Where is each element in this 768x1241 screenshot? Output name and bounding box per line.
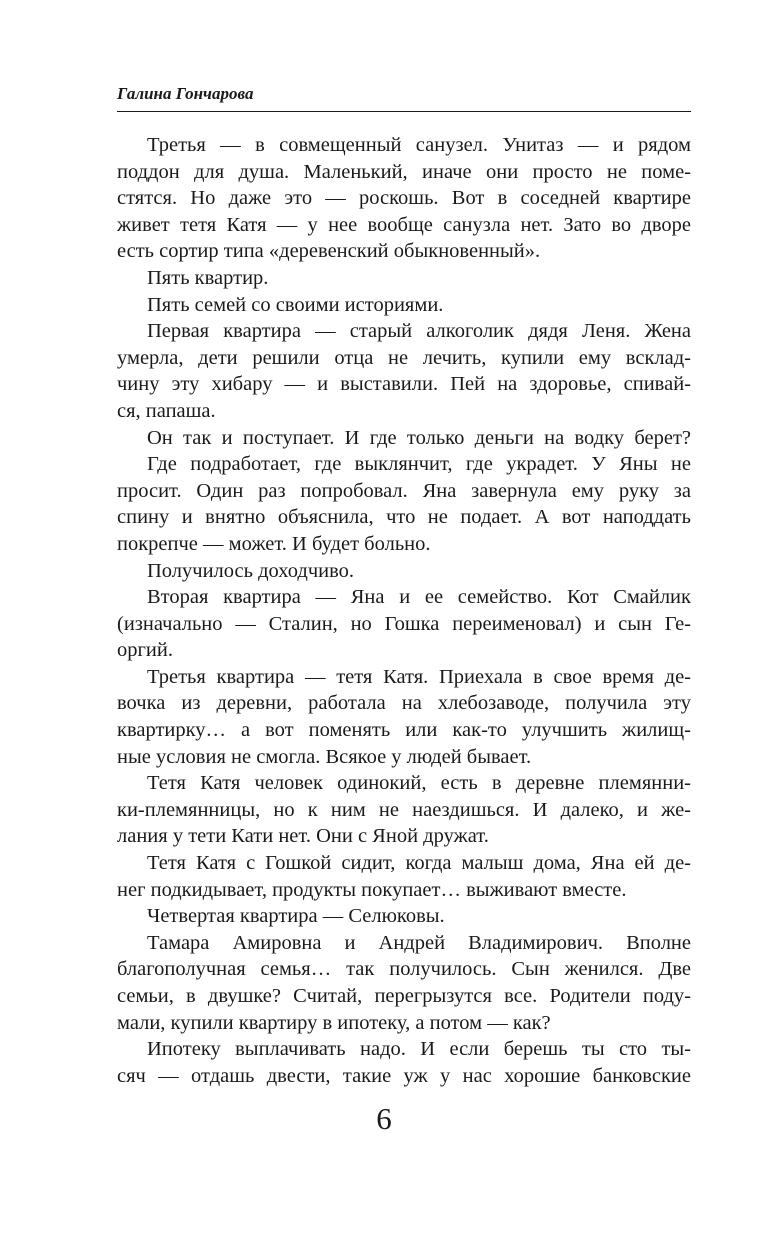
text-line: Получилось доходчиво. — [147, 559, 355, 582]
text-line: семьи, в двушке? Считай, перегрызутся все. Родители поду- — [117, 985, 691, 1007]
text-line: Первая квартира — старый алкоголик дядя Леня. Жена — [147, 320, 691, 343]
text-line: (изначально — Сталин, но Гошка переименовал) и сын Ге- — [117, 612, 691, 635]
text-line: ся, папаша. — [117, 399, 216, 422]
text-line: Тетя Катя человек одинокий, есть в деревне племянни- — [147, 772, 691, 795]
text-line: Где подработает, где выклянчит, где украдет. У Яны не — [147, 453, 691, 476]
text-line: Четвертая квартира — Селюковы. — [147, 905, 445, 928]
text-line: сяч — отдашь двести, такие уж у нас хорошие банковские — [117, 1064, 691, 1087]
text-line: мали, купили квартиру в ипотеку, а потом — как? — [117, 1011, 551, 1034]
text-line: есть сортир типа «деревенский обыкновенный». — [117, 240, 541, 263]
text-line: ки-племянницы, но к ним не наездишься. И далеко, и же- — [117, 798, 691, 821]
text-line: ные условия не смогла. Всякое у людей бывает. — [117, 745, 532, 768]
text-line: Тетя Катя с Гошкой сидит, когда малыш дома, Яна ей де- — [147, 852, 691, 875]
text-line: Ипотеку выплачивать надо. И если берешь ты сто ты- — [147, 1038, 691, 1061]
text-line: просит. Один раз попробовал. Яна завернула ему руку за — [117, 479, 691, 502]
text-line: спину и внятно объяснила, что не подает. А вот наподдать — [117, 506, 691, 529]
text-line: Третья — в совмещенный санузел. Унитаз — и рядом — [147, 134, 691, 156]
text-line: Он так и поступает. И где только деньги на водку берет? — [147, 426, 691, 449]
text-line: вочка из деревни, работала на хлебозаводе, получила эту — [117, 692, 691, 715]
text-line: стятся. Но даже это — роскошь. Вот в соседней квартире — [117, 187, 691, 210]
text-line: Пять семей со своими историями. — [147, 293, 444, 316]
running-head-author: Галина Гончарова — [117, 84, 254, 103]
text-line: живет тетя Катя — у нее вообще санузла нет. Зато во дворе — [117, 213, 691, 236]
text-line: Тамара Амировна и Андрей Владимирович. Вполне — [147, 931, 691, 954]
text-line: Третья квартира — тетя Катя. Приехала в свое время де- — [147, 665, 691, 688]
body-text — [117, 132, 691, 1089]
text-line: квартирку… а вот поменять или как-то улучшить жилищ- — [117, 719, 691, 742]
text-line: лания у тети Кати нет. Они с Яной дружат. — [117, 825, 489, 848]
text-line: оргий. — [117, 639, 173, 662]
text-line: поддон для душа. Маленький, иначе они просто не поме- — [117, 160, 691, 183]
header-divider — [117, 111, 691, 112]
text-line: нег подкидывает, продукты покупает… выживают вместе. — [117, 878, 627, 901]
text-line: покрепче — может. И будет больно. — [117, 532, 431, 555]
text-line: Пять квартир. — [147, 266, 269, 289]
text-line: благополучная семья… так получилось. Сын женился. Две — [117, 958, 691, 981]
text-line: Вторая квартира — Яна и ее семейство. Кот Смайлик — [147, 586, 691, 609]
text-line: умерла, дети решили отца не лечить, купили ему всклад- — [117, 346, 691, 369]
page-number: 6 — [376, 1101, 392, 1136]
text-line: чину эту хибару — и выставили. Пей на здоровье, спивай- — [117, 373, 691, 396]
